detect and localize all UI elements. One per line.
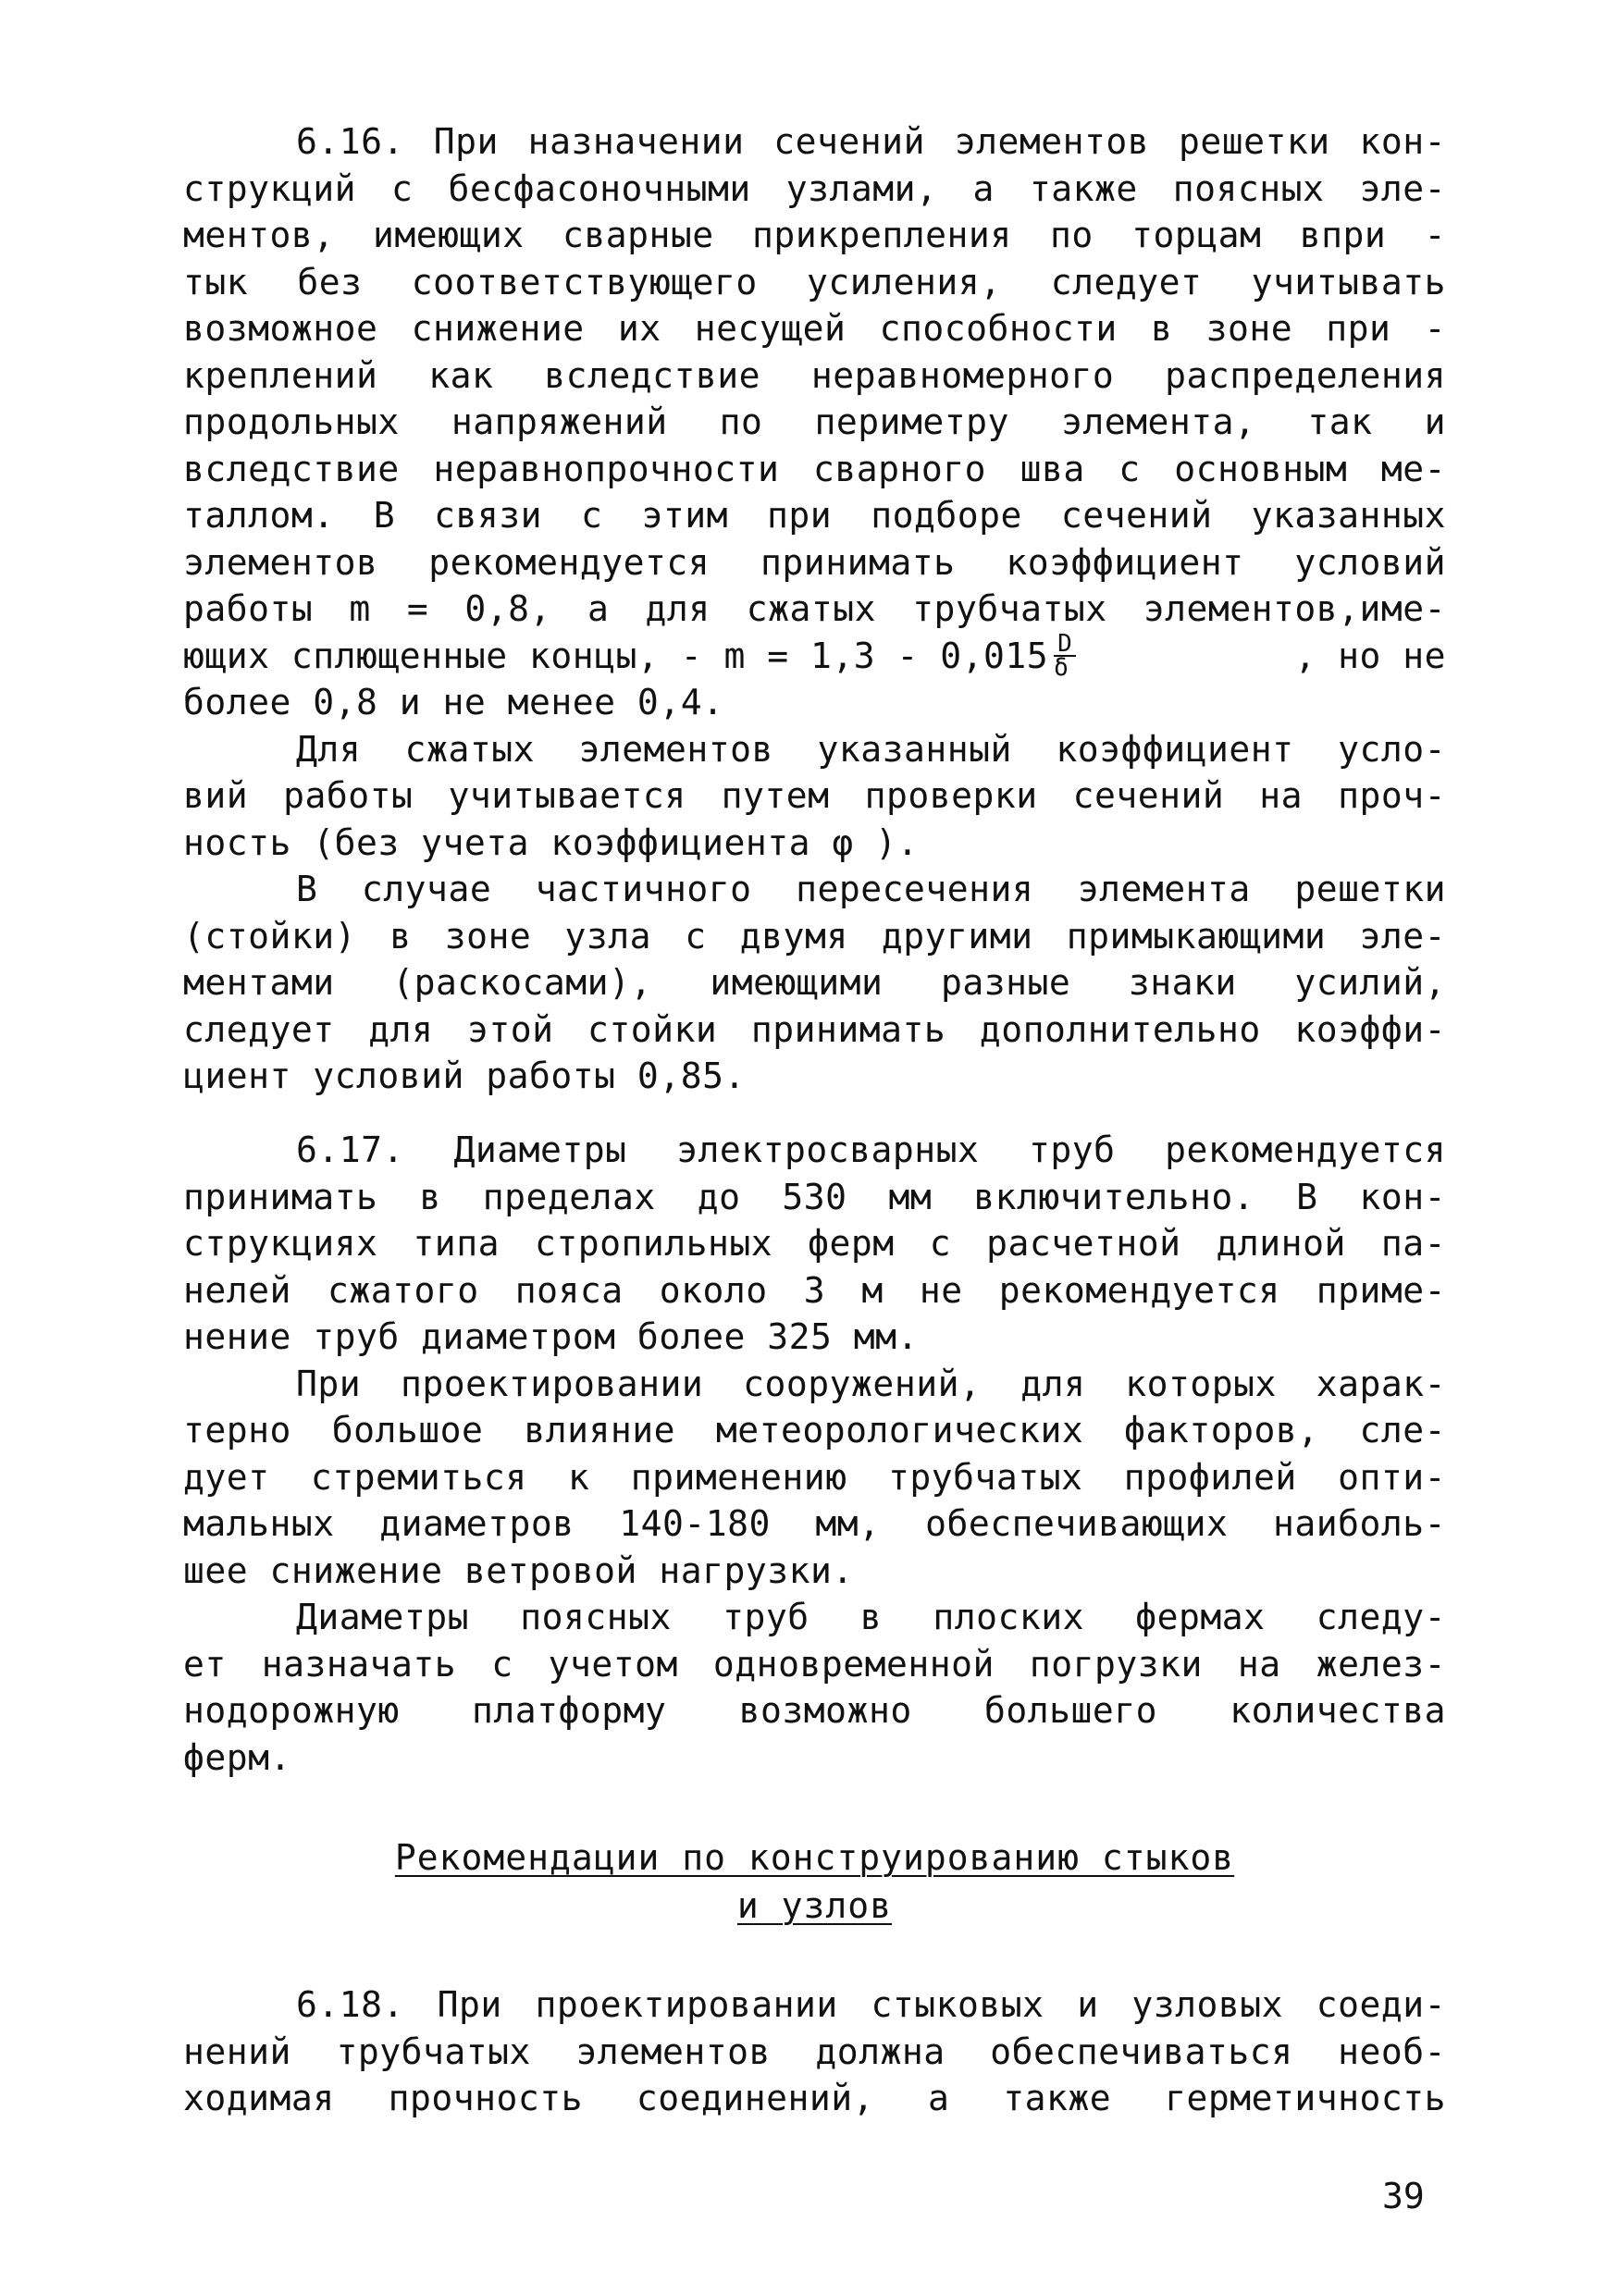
section-6-17: [183, 1127, 1446, 1781]
heading-line-2: [183, 1882, 1446, 1930]
text-line: нодорожную платформу возможно большего количества: [183, 1690, 1446, 1731]
section-heading: [183, 1833, 1446, 1930]
text-line: терно большое влияние метеорологических факторов, сле-: [183, 1410, 1446, 1450]
text-line: вий работы учитывается путем проверки сечений на проч-: [183, 775, 1446, 816]
text-line: таллом. В связи с этим при подборе сечений указанных: [183, 495, 1446, 536]
text-line: нелей сжатого пояса около 3 м не рекомендуется приме-: [183, 1269, 1446, 1311]
text-line: следует для этой стойки принимать дополнительно коэффи-: [183, 1008, 1446, 1050]
heading-line-1: [183, 1833, 1446, 1882]
text-line: нений трубчатых элементов должна обеспечиваться необ-: [183, 2031, 1446, 2072]
text-line: При проектировании сооружений, для которых харак-: [296, 1363, 1446, 1404]
text-line: В случае частичного пересечения элемента решетки: [296, 869, 1446, 909]
text-line: струкций с бесфасоночными узлами, а также поясных эле-: [183, 167, 1446, 209]
fraction-numerator: D: [1054, 633, 1076, 657]
text-line: креплений как вследствие неравномерного распределения: [183, 354, 1446, 396]
text-line: вследствие неравнопрочности сварного шва с основным ме-: [183, 448, 1446, 489]
formula-fraction: [1054, 629, 1076, 682]
formula-text-end: , но не: [1294, 635, 1446, 676]
text-line: ет назначать с учетом одновременной погрузки на желез-: [183, 1643, 1446, 1685]
text-line: работы m = 0,8, а для сжатых трубчатых элементов,име-: [183, 588, 1446, 629]
text-line: Для сжатых элементов указанный коэффициент усло-: [296, 728, 1446, 770]
text-line: принимать в пределах до 530 мм включительно. В кон-: [183, 1176, 1446, 1217]
section-6-16: [183, 118, 1446, 1100]
text-line: элементов рекомендуется принимать коэффициент условий: [183, 541, 1446, 583]
text-line: 6.16. При назначении сечений элементов решетки кон-: [296, 121, 1446, 162]
text-line: возможное снижение их несущей способности в зоне при -: [183, 308, 1446, 349]
text-line: более 0,8 и не менее 0,4.: [183, 682, 724, 722]
text-line: ходимая прочность соединений, а также герметичность: [183, 2078, 1446, 2118]
fraction-denominator: δ: [1054, 653, 1069, 682]
text-line: 6.17. Диаметры электросварных труб рекомендуется: [296, 1129, 1446, 1170]
text-line: тык без соответствующего усиления, следует учитывать: [183, 261, 1446, 302]
text-line: Диаметры поясных труб в плоских фермах следу-: [296, 1597, 1446, 1637]
heading-text-2: и узлов: [736, 1885, 893, 1926]
text-line: ферм.: [183, 1736, 291, 1778]
text-line: 6.18. При проектировании стыковых и узловых соеди-: [296, 1984, 1446, 2025]
heading-text-1: Рекомендации по конструированию стыков: [394, 1837, 1235, 1878]
text-line: струкциях типа стропильных ферм с расчетной длиной па-: [183, 1223, 1446, 1264]
text-line: шее снижение ветровой нагрузки.: [183, 1549, 854, 1591]
text-line: продольных напряжений по периметру элемента, так и: [183, 401, 1446, 442]
formula-line: [183, 629, 1446, 682]
text-line: мальных диаметров 140-180 мм, обеспечивающих наиболь-: [183, 1503, 1446, 1544]
section-6-18: [183, 1981, 1446, 2122]
text-line: дует стремиться к применению трубчатых профилей опти-: [183, 1456, 1446, 1498]
text-line: (стойки) в зоне узла с двумя другими примыкающими эле-: [183, 915, 1446, 957]
text-line: нение труб диаметром более 325 мм.: [183, 1316, 919, 1357]
text-line: ность (без учета коэффициента φ ).: [183, 821, 919, 863]
text-line: циент условий работы 0,85.: [183, 1055, 746, 1096]
formula-text: ющих сплющенные концы, - m = 1,3 - 0,015: [183, 635, 1049, 676]
page-number: 39: [1382, 2176, 1425, 2216]
text-line: ментов, имеющих сварные прикрепления по торцам впри -: [183, 215, 1446, 255]
text-line: ментами (раскосами), имеющими разные знаки усилий,: [183, 962, 1446, 1003]
